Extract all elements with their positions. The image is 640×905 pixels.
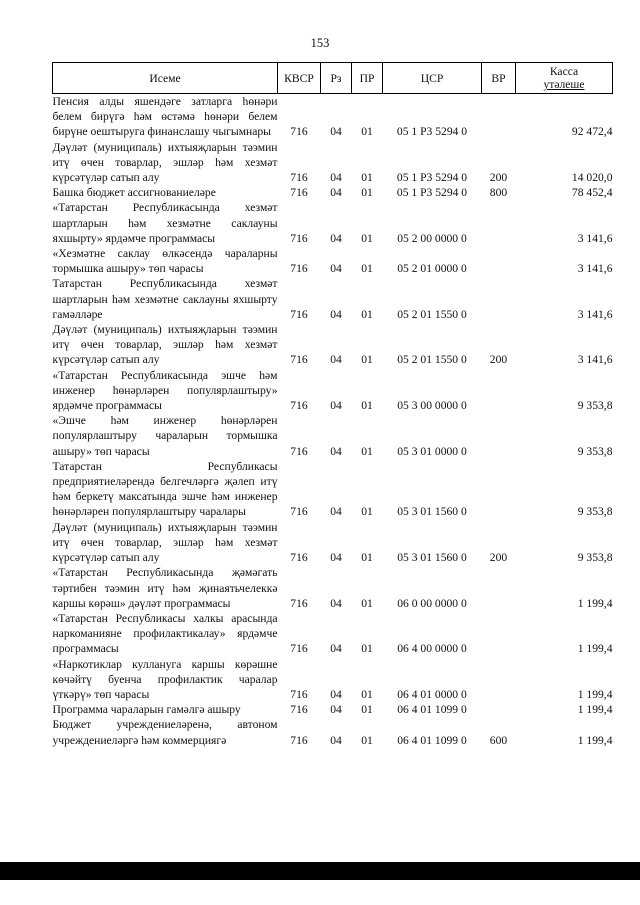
row-amount: 14 020,0	[571, 171, 613, 185]
table-row	[53, 94, 613, 140]
row-pr: 01	[361, 353, 373, 367]
row-kvsr: 716	[290, 399, 308, 413]
row-amount: 3 141,6	[577, 353, 613, 367]
row-vr	[482, 459, 516, 520]
row-vr	[482, 276, 516, 322]
table-header	[53, 63, 613, 94]
row-name: Дәүләт (муниципаль) ихтыяҗларын тәэмин итү өчен товарлар, эшләр һәм хезмәт күрсәтүләр сатып алу	[52, 520, 278, 565]
row-pr: 01	[361, 399, 373, 413]
row-amount: 9 353,8	[577, 399, 613, 413]
row-pr: 01	[361, 231, 373, 245]
row-amount: 3 141,6	[577, 231, 613, 245]
row-kvsr: 716	[290, 262, 308, 276]
row-kvsr: 716	[290, 186, 308, 200]
row-pr: 01	[361, 125, 373, 139]
row-rz: 04	[330, 703, 342, 717]
row-kvsr: 716	[290, 642, 308, 656]
row-pr: 01	[361, 733, 373, 747]
row-vr	[482, 657, 516, 703]
row-csr: 06 4 01 1099 0	[397, 703, 467, 717]
scan-bottom-bar	[0, 862, 640, 880]
row-name: Бюджет учреждениеләренә, автоном учреждениеләргә һәм коммерциягә	[52, 718, 278, 747]
row-csr: 06 4 01 1099 0	[397, 733, 467, 747]
table-row	[53, 140, 613, 186]
row-name: «Татарстан Республикасы халкы арасында наркоманияне профилактикалау» ярдәмче программасы	[52, 611, 278, 656]
row-amount: 92 472,4	[571, 125, 613, 139]
row-kvsr: 716	[290, 444, 308, 458]
row-kvsr: 716	[290, 703, 308, 717]
row-kvsr: 716	[290, 353, 308, 367]
row-name: «Эшче һәм инженер һөнәрләрен популярлаштыру чараларын тормышка ашыру» төп чарасы	[52, 414, 278, 458]
row-pr: 01	[361, 444, 373, 458]
row-csr: 06 4 01 0000 0	[397, 687, 467, 701]
table-row	[53, 413, 613, 459]
row-rz: 04	[330, 642, 342, 656]
row-name: Башка бюджет ассигнованиеләре	[52, 186, 216, 200]
row-vr: 200	[489, 551, 508, 565]
table-row	[53, 702, 613, 717]
table-row	[53, 657, 613, 703]
row-kvsr: 716	[290, 125, 308, 139]
row-name: Дәүләт (муниципаль) ихтыяҗларын тәэмин итү өчен товарлар, эшләр һәм хезмәт күрсәтүләр сатып алу	[52, 323, 278, 367]
row-name: «Татарстан Республикасында хезмәт шартларын һәм хезмәтне саклауны яхшырту» ярдәмче программасы	[52, 201, 278, 245]
row-kvsr: 716	[290, 551, 308, 565]
row-vr: 200	[489, 353, 508, 367]
table-row	[53, 717, 613, 747]
row-amount: 3 141,6	[577, 307, 613, 321]
row-csr: 05 2 00 0000 0	[397, 231, 467, 245]
row-rz: 04	[330, 353, 342, 367]
row-pr: 01	[361, 307, 373, 321]
row-rz: 04	[330, 231, 342, 245]
row-name: «Наркотиклар куллануга каршы көрәшне көчәйтү буенча профилактик чаралар үткәрү» төп чарасы	[52, 657, 278, 701]
row-amount: 9 353,8	[577, 444, 613, 458]
page-number: 153	[310, 36, 330, 50]
row-rz: 04	[330, 307, 342, 321]
column-header-rz: Рз	[321, 63, 352, 94]
row-amount: 9 353,8	[577, 505, 613, 519]
column-header-kvsr: КВСР	[278, 63, 321, 94]
row-name: Программа чараларын гамәлгә ашыру	[52, 703, 241, 717]
table-row	[53, 611, 613, 657]
row-rz: 04	[330, 125, 342, 139]
kassa-header-line2: утәлеше	[543, 78, 585, 91]
row-name: Дәүләт (муниципаль) ихтыяҗларын тәэмин итү өчен товарлар, эшләр һәм хезмәт күрсәтүләр сатып алу	[52, 140, 278, 185]
row-vr	[482, 702, 516, 717]
row-kvsr: 716	[290, 171, 308, 185]
row-amount: 9 353,8	[577, 551, 613, 565]
row-kvsr: 716	[290, 505, 308, 519]
row-vr: 800	[489, 186, 508, 200]
row-name: «Хезмәтне саклау өлкәсендә чараларны тормышка ашыру» төп чарасы	[52, 247, 278, 276]
column-header-csr: ЦСР	[383, 63, 482, 94]
row-csr: 05 1 Р3 5294 0	[396, 171, 468, 185]
row-csr: 05 3 01 0000 0	[397, 444, 467, 458]
row-rz: 04	[330, 733, 342, 747]
row-pr: 01	[361, 551, 373, 565]
row-csr: 05 3 01 1560 0	[397, 551, 467, 565]
table-row	[53, 246, 613, 276]
row-amount: 1 199,4	[577, 703, 613, 717]
row-csr: 06 0 00 0000 0	[397, 596, 467, 610]
row-vr	[482, 94, 516, 140]
row-csr: 05 2 01 0000 0	[397, 262, 467, 276]
row-csr: 05 2 01 1550 0	[397, 353, 467, 367]
row-rz: 04	[330, 551, 342, 565]
table-row	[53, 520, 613, 566]
row-pr: 01	[361, 596, 373, 610]
budget-table	[52, 62, 613, 748]
row-rz: 04	[330, 444, 342, 458]
row-name: Пенсия алды яшендәге затларга һөнәри белем бирүгә һәм өстәмә һөнәри белем бирүне оештыруга финанслашу чыгымнары	[52, 95, 278, 139]
row-kvsr: 716	[290, 596, 308, 610]
row-rz: 04	[330, 596, 342, 610]
row-amount: 3 141,6	[577, 262, 613, 276]
row-pr: 01	[361, 505, 373, 519]
row-csr: 05 1 Р3 5294 0	[396, 125, 468, 139]
row-rz: 04	[330, 399, 342, 413]
row-vr	[482, 611, 516, 657]
row-kvsr: 716	[290, 307, 308, 321]
kassa-header-line1: Касса	[549, 65, 579, 78]
row-pr: 01	[361, 171, 373, 185]
row-amount: 1 199,4	[577, 642, 613, 656]
row-csr: 06 4 00 0000 0	[397, 642, 467, 656]
row-vr	[482, 368, 516, 414]
column-header-pr: ПР	[352, 63, 383, 94]
row-csr: 05 2 01 1550 0	[397, 307, 467, 321]
row-rz: 04	[330, 687, 342, 701]
row-pr: 01	[361, 687, 373, 701]
table-row	[53, 276, 613, 322]
row-pr: 01	[361, 186, 373, 200]
row-rz: 04	[330, 505, 342, 519]
row-pr: 01	[361, 642, 373, 656]
column-header-kassa	[516, 63, 613, 94]
table-row	[53, 368, 613, 414]
row-csr: 05 3 01 1560 0	[397, 505, 467, 519]
row-amount: 1 199,4	[577, 596, 613, 610]
row-vr: 200	[489, 171, 508, 185]
row-name: «Татарстан Республикасында җәмәгать тәртибен тәэмин итү һәм җинаятьчелеккә каршы көрәш» дәүләт программасы	[52, 566, 278, 610]
table-row	[53, 565, 613, 611]
row-kvsr: 716	[290, 687, 308, 701]
table-row	[53, 200, 613, 246]
row-kvsr: 716	[290, 231, 308, 245]
row-rz: 04	[330, 186, 342, 200]
row-kvsr: 716	[290, 733, 308, 747]
column-header-name: Исеме	[53, 63, 278, 94]
row-amount: 78 452,4	[571, 186, 613, 200]
row-pr: 01	[361, 703, 373, 717]
row-amount: 1 199,4	[577, 687, 613, 701]
row-rz: 04	[330, 262, 342, 276]
row-vr	[482, 565, 516, 611]
table-row	[53, 185, 613, 200]
row-name: Татарстан Республикасы предприятиеләрендә белгечләргә җәлеп итү һәм беркетү максатында эшче һәм инженер һөнәрләрен популярлаштыру чаралары	[52, 459, 278, 519]
row-csr: 05 3 00 0000 0	[397, 399, 467, 413]
table-body	[53, 94, 613, 748]
row-vr	[482, 200, 516, 246]
row-name: «Татарстан Республикасында эшче һәм инженер һөнәрләрен популярлаштыру» ярдәмче программасы	[52, 368, 278, 413]
row-rz: 04	[330, 171, 342, 185]
row-vr: 600	[489, 733, 508, 747]
row-pr: 01	[361, 262, 373, 276]
row-name: Татарстан Республикасында хезмәт шартларын һәм хезмәтне саклауны яхшырту гамәлләре	[52, 277, 278, 321]
table-row	[53, 322, 613, 368]
row-vr	[482, 246, 516, 276]
row-vr	[482, 413, 516, 459]
column-header-vr: ВР	[482, 63, 516, 94]
table-row	[53, 459, 613, 520]
row-csr: 05 1 Р3 5294 0	[396, 186, 468, 200]
row-amount: 1 199,4	[577, 733, 613, 747]
